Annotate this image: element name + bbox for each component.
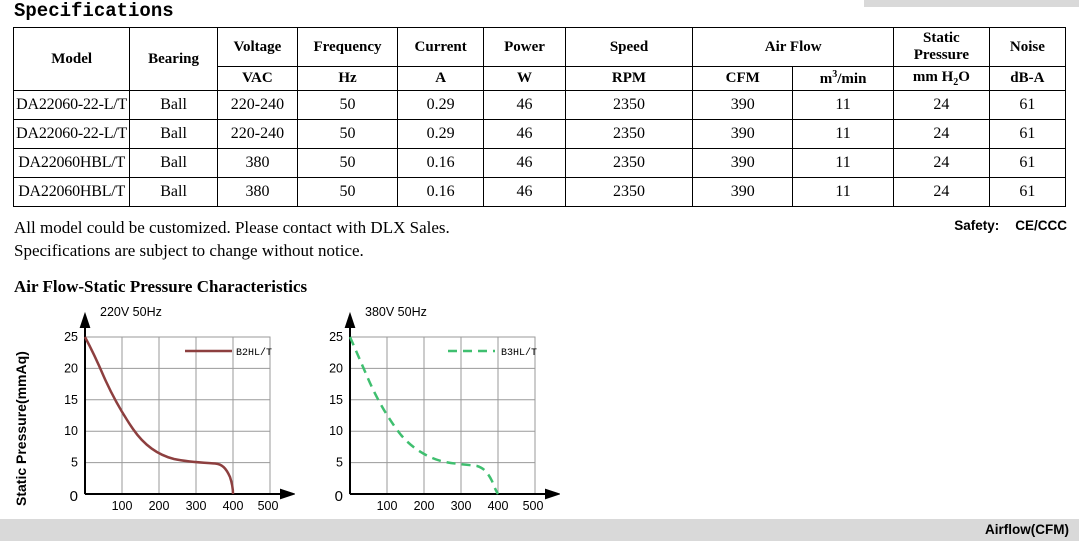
page-title: Specifications <box>14 0 174 22</box>
svg-text:400: 400 <box>222 499 244 513</box>
cell-m3min: 11 <box>793 149 894 178</box>
cell-noise: 61 <box>989 91 1065 120</box>
cell-bearing: Ball <box>130 149 217 178</box>
col-header-bearing: Bearing <box>130 28 217 91</box>
cell-speed: 2350 <box>565 91 693 120</box>
cell-voltage: 380 <box>217 149 297 178</box>
chart-380v-title: 380V 50Hz <box>365 305 427 319</box>
cell-speed: 2350 <box>565 120 693 149</box>
cell-cfm: 390 <box>693 120 793 149</box>
cell-power: 46 <box>484 178 565 207</box>
svg-text:20: 20 <box>64 361 78 376</box>
cell-bearing: Ball <box>130 91 217 120</box>
cell-voltage: 220-240 <box>217 91 297 120</box>
cell-static-pressure: 24 <box>894 91 990 120</box>
cell-model: DA22060HBL/T <box>14 178 130 207</box>
x-axis-title: Airflow(CFM) <box>985 522 1069 537</box>
svg-text:25: 25 <box>64 330 78 344</box>
notes-block <box>14 216 450 262</box>
cell-current: 0.16 <box>397 149 483 178</box>
table-header-row-1 <box>14 28 1066 67</box>
svg-text:300: 300 <box>450 499 472 513</box>
chart-380v-svg <box>305 305 560 520</box>
unit-frequency: Hz <box>298 67 398 91</box>
chart-380v <box>305 305 560 520</box>
svg-text:10: 10 <box>64 424 78 439</box>
unit-airflow-m3min: $m^3/\min$ <box>793 67 894 91</box>
y-axis-title-text: Static Pressure(mmAq) <box>13 351 29 506</box>
table-row <box>14 91 1066 120</box>
unit-voltage: VAC <box>217 67 297 91</box>
svg-text:0: 0 <box>334 488 343 505</box>
cell-m3min: 11 <box>793 120 894 149</box>
col-header-airflow: Air Flow <box>693 28 894 67</box>
svg-text:15: 15 <box>329 392 343 407</box>
cell-m3min: 11 <box>793 91 894 120</box>
cell-model: DA22060-22-L/T <box>14 120 130 149</box>
col-header-frequency: Frequency <box>298 28 398 67</box>
svg-text:B2HL/T: B2HL/T <box>236 348 273 359</box>
unit-noise: dB-A <box>989 67 1065 91</box>
col-header-voltage: Voltage <box>217 28 297 67</box>
col-header-noise: Noise <box>989 28 1065 67</box>
svg-text:15: 15 <box>64 392 78 407</box>
unit-airflow-cfm: CFM <box>693 67 793 91</box>
cell-noise: 61 <box>989 149 1065 178</box>
cell-speed: 2350 <box>565 149 693 178</box>
unit-static-pressure: mm $H_2O$ <box>894 67 990 91</box>
cell-cfm: 390 <box>693 178 793 207</box>
cell-bearing: Ball <box>130 178 217 207</box>
svg-text:B3HL/T: B3HL/T <box>501 348 538 359</box>
cell-static-pressure: 24 <box>894 120 990 149</box>
cell-static-pressure: 24 <box>894 178 990 207</box>
table-row <box>14 120 1066 149</box>
svg-text:500: 500 <box>257 499 279 513</box>
svg-text:200: 200 <box>148 499 170 513</box>
table-row <box>14 149 1066 178</box>
note-line-2: Specifications are subject to change without notice. <box>14 241 364 260</box>
col-header-power: Power <box>484 28 565 67</box>
col-header-speed: Speed <box>565 28 693 67</box>
svg-text:200: 200 <box>413 499 435 513</box>
cell-power: 46 <box>484 91 565 120</box>
svg-text:25: 25 <box>329 330 343 344</box>
safety-value: CE/CCC <box>1015 218 1067 233</box>
cell-frequency: 50 <box>298 178 398 207</box>
svg-text:0: 0 <box>69 488 78 505</box>
cell-frequency: 50 <box>298 120 398 149</box>
cell-current: 0.16 <box>397 178 483 207</box>
cell-voltage: 220-240 <box>217 120 297 149</box>
svg-text:100: 100 <box>111 499 133 513</box>
cell-bearing: Ball <box>130 120 217 149</box>
svg-text:10: 10 <box>329 424 343 439</box>
unit-speed: RPM <box>565 67 693 91</box>
svg-text:5: 5 <box>336 455 343 470</box>
cell-static-pressure: 24 <box>894 149 990 178</box>
cell-voltage: 380 <box>217 178 297 207</box>
specifications-table <box>13 27 1066 207</box>
col-header-current: Current <box>397 28 483 67</box>
chart-220v-title: 220V 50Hz <box>100 305 162 319</box>
cell-power: 46 <box>484 149 565 178</box>
cell-frequency: 50 <box>298 91 398 120</box>
cell-model: DA22060-22-L/T <box>14 91 130 120</box>
svg-text:5: 5 <box>71 455 78 470</box>
unit-power: W <box>484 67 565 91</box>
col-header-static-pressure: Static Pressure <box>894 28 990 67</box>
table-row <box>14 178 1066 207</box>
svg-text:300: 300 <box>185 499 207 513</box>
safety-label: Safety: <box>954 218 1000 233</box>
charts-section-title: Air Flow-Static Pressure Characteristics <box>14 277 308 296</box>
unit-current: A <box>397 67 483 91</box>
svg-text:400: 400 <box>487 499 509 513</box>
safety-info <box>954 218 1067 233</box>
top-right-strip <box>864 0 1079 7</box>
svg-text:20: 20 <box>329 361 343 376</box>
cell-cfm: 390 <box>693 91 793 120</box>
cell-noise: 61 <box>989 120 1065 149</box>
chart-220v-svg <box>40 305 295 520</box>
col-header-model: Model <box>14 28 130 91</box>
y-axis-title <box>0 120 29 506</box>
cell-m3min: 11 <box>793 178 894 207</box>
cell-current: 0.29 <box>397 120 483 149</box>
cell-power: 46 <box>484 120 565 149</box>
chart-220v <box>40 305 295 520</box>
cell-cfm: 390 <box>693 149 793 178</box>
cell-speed: 2350 <box>565 178 693 207</box>
cell-frequency: 50 <box>298 149 398 178</box>
airflow-bar <box>0 519 1079 541</box>
svg-text:500: 500 <box>522 499 544 513</box>
cell-current: 0.29 <box>397 91 483 120</box>
note-line-1: All model could be customized. Please contact with DLX Sales. <box>14 218 450 237</box>
svg-text:100: 100 <box>376 499 398 513</box>
cell-noise: 61 <box>989 178 1065 207</box>
cell-model: DA22060HBL/T <box>14 149 130 178</box>
